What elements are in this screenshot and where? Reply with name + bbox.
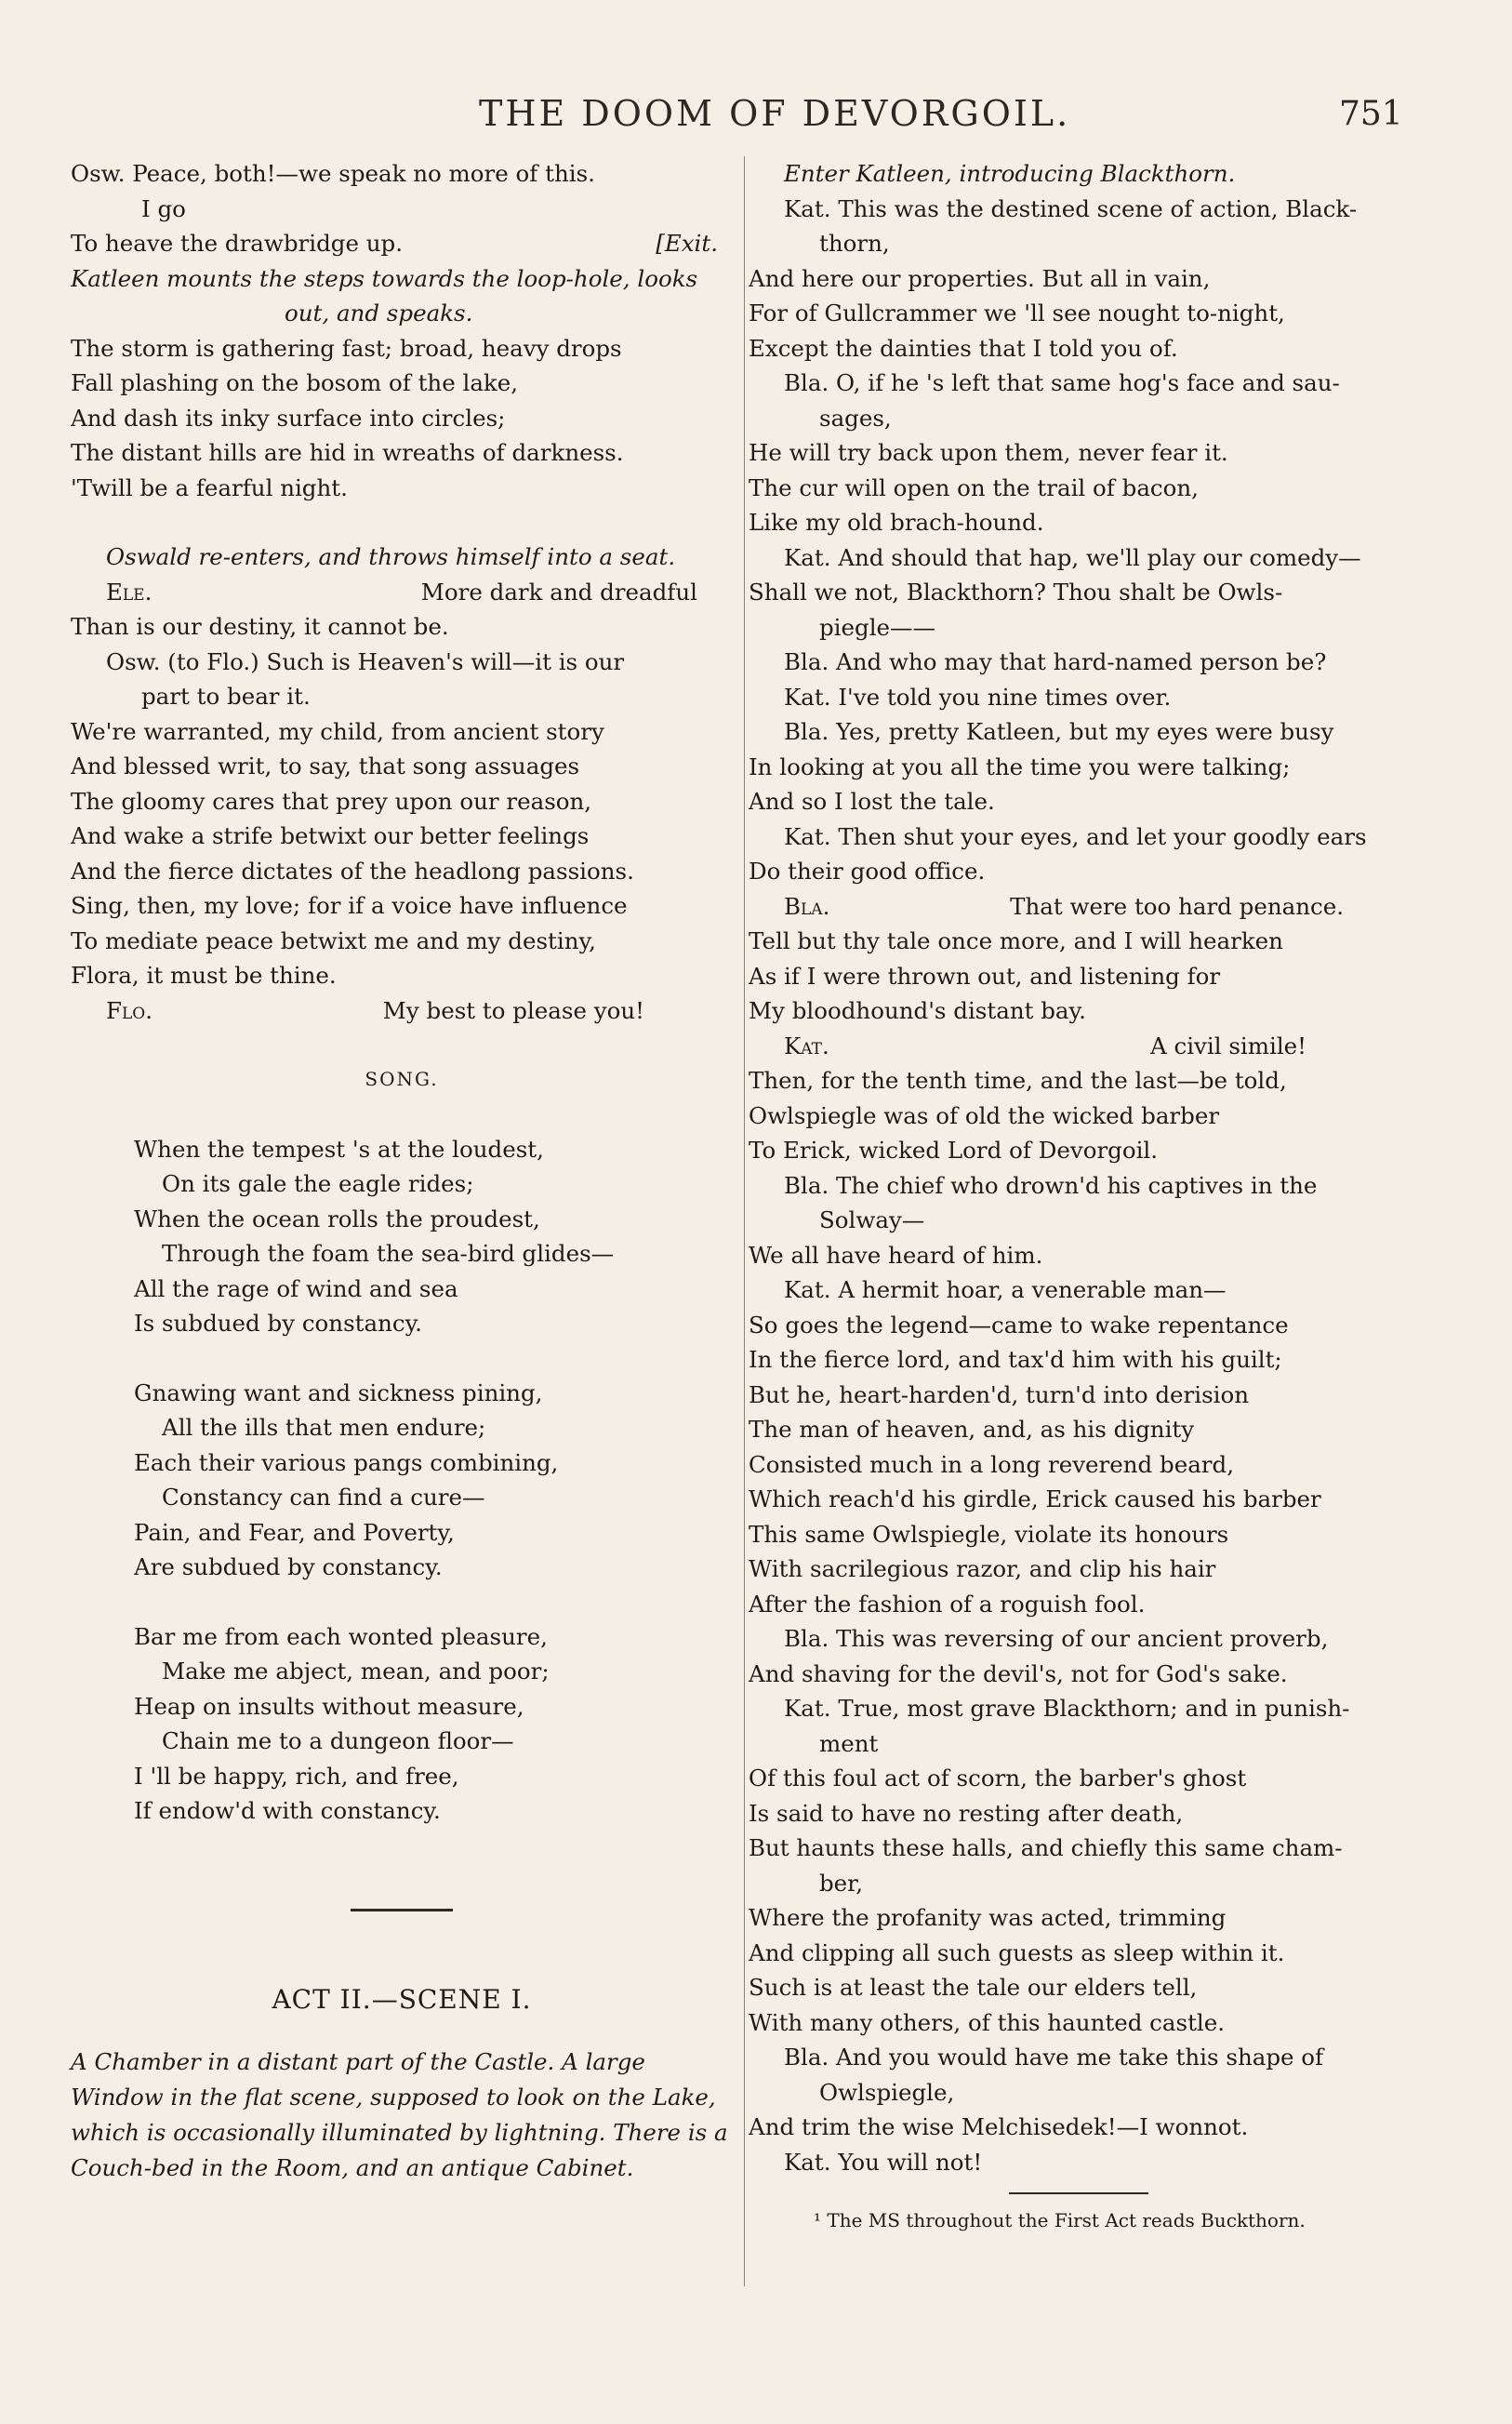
verse-line: The storm is gathering fast; broad, heavy drops — [71, 334, 622, 362]
speaker-name: Ele. — [106, 578, 153, 606]
song-line: On its gale the eagle rides; — [162, 1170, 474, 1197]
verse-line: Osw. (to Flo.) Such is Heaven's will—it is our — [106, 647, 625, 675]
song-line: I 'll be happy, rich, and free, — [134, 1762, 459, 1790]
scene-description: A Chamber in a distant part of the Castle. A large Window in the flat scene, supposed to look on the Lake, which is occasionally illuminated by lightning. There is a Couch-bed in the Room, and an antique Cabinet. — [71, 2048, 728, 2181]
page-number: 751 — [1339, 95, 1403, 133]
song-line: When the tempest 's at the loudest, — [134, 1135, 544, 1163]
verse-line: Bla. O, if he 's left that same hog's face and sau- — [784, 369, 1340, 396]
verse-line: sages, — [819, 404, 892, 432]
verse-line: And wake a strife betwixt our better feelings — [71, 822, 590, 849]
verse-line: Is said to have no resting after death, — [749, 1799, 1184, 1827]
verse-line: And here our properties. But all in vain, — [749, 264, 1211, 292]
verse-line: ber, — [819, 1869, 863, 1897]
verse-line: We all have heard of him. — [749, 1241, 1043, 1269]
stage-exit: [Exit. — [656, 230, 718, 257]
stage-direction: Enter Katleen, introducing Blackthorn. — [784, 160, 1236, 187]
verse-line: Osw. Peace, both!—we speak no more of this. — [71, 160, 595, 187]
song-line: Each their various pangs combining, — [134, 1448, 559, 1476]
song-line: Constancy can find a cure— — [162, 1484, 485, 1511]
verse-line: Which reach'd his girdle, Erick caused his barber — [749, 1485, 1321, 1512]
verse-line: And dash its inky surface into circles; — [71, 404, 506, 432]
verse-line: And clipping all such guests as sleep within it. — [749, 1938, 1285, 1966]
running-title: THE DOOM OF DEVORGOIL. — [479, 93, 1071, 134]
spacer — [71, 1098, 733, 1132]
verse-line: Kat. True, most grave Blackthorn; and in punish- — [784, 1695, 1350, 1722]
song-line: Chain me to a dungeon floor— — [162, 1727, 514, 1754]
verse-line: And the fierce dictates of the headlong passions. — [71, 857, 634, 885]
verse-line: Bla. Yes, pretty Katleen, but my eyes were busy — [784, 718, 1334, 745]
verse-line: The man of heaven, and, as his dignity — [749, 1416, 1195, 1443]
verse-line: My bloodhound's distant bay. — [749, 997, 1086, 1024]
verse-line: piegle—— — [819, 613, 936, 641]
song-line: Through the foam the sea-bird glides— — [162, 1240, 615, 1267]
spacer — [71, 1341, 733, 1376]
spacer — [71, 1028, 733, 1062]
column-divider — [744, 156, 745, 2286]
verse-line — [71, 575, 733, 610]
song-stanza — [71, 1619, 733, 1829]
stage-direction: Katleen mounts the steps towards the loop-hole, looks — [71, 264, 698, 292]
verse-line: Owlspiegle, — [819, 2078, 955, 2106]
song-line: Is subdued by constancy. — [134, 1310, 422, 1337]
verse-line: He will try back upon them, never fear it. — [749, 439, 1228, 466]
verse-line: So goes the legend—came to wake repentance — [749, 1311, 1289, 1339]
song-line: Heap on insults without measure, — [134, 1692, 524, 1720]
act-heading: ACT II.—SCENE I. — [272, 1983, 532, 2015]
verse-text: A civil simile! — [1150, 1032, 1306, 1059]
spacer — [71, 1585, 733, 1619]
verse-line: For of Gullcrammer we 'll see nought to-night, — [749, 300, 1285, 326]
verse-line: Kat. You will not! — [784, 2148, 983, 2176]
song-line: Make me abject, mean, and poor; — [162, 1658, 550, 1685]
verse-line: Like my old brach-hound. — [749, 509, 1044, 536]
verse-line: Owlspiegle was of old the wicked barber — [749, 1101, 1220, 1129]
verse-line: But haunts these halls, and chiefly this same cham- — [749, 1834, 1343, 1861]
verse-line: To Erick, wicked Lord of Devorgoil. — [749, 1137, 1159, 1164]
song-line: All the rage of wind and sea — [134, 1274, 458, 1302]
verse-line: Do their good office. — [749, 858, 986, 885]
song-line: Pain, and Fear, and Poverty, — [134, 1518, 455, 1546]
song-title: SONG. — [365, 1068, 439, 1090]
speaker-name: Flo. — [106, 996, 153, 1024]
verse-line: Kat. A hermit hoar, a venerable man— — [784, 1276, 1227, 1303]
verse-line: And so I lost the tale. — [749, 788, 995, 815]
verse-line: Bla. The chief who drown'd his captives in the — [784, 1171, 1318, 1199]
verse-line: Kat. I've told you nine times over. — [784, 683, 1172, 711]
spacer — [71, 1911, 733, 1982]
song-line: Gnawing want and sickness pining, — [134, 1378, 543, 1406]
verse-line: With sacrilegious razor, and clip his hair — [749, 1555, 1216, 1582]
verse-line: Solway— — [819, 1206, 925, 1233]
song-stanza — [71, 1132, 733, 1341]
verse-line: Bla. And you would have me take this shape of — [784, 2044, 1324, 2071]
verse-line: The distant hills are hid in wreaths of darkness. — [71, 439, 624, 466]
verse-line: But he, heart-harden'd, turn'd into derision — [749, 1380, 1250, 1408]
verse-line: This same Owlspiegle, violate its honours — [749, 1520, 1229, 1548]
verse-text: More dark and dreadful — [420, 578, 697, 606]
verse-line: Kat. And should that hap, we'll play our comedy— — [784, 543, 1361, 571]
verse-line: And trim the wise Melchisedek!—I wonnot. — [749, 2113, 1249, 2140]
footnote-rule — [1009, 2192, 1148, 2194]
verse-line: Shall we not, Blackthorn? Thou shalt be Owls- — [749, 579, 1283, 606]
song-line: When the ocean rolls the proudest, — [134, 1205, 540, 1232]
verse-line: In the fierce lord, and tax'd him with his guilt; — [749, 1346, 1282, 1373]
verse-line — [749, 889, 1427, 925]
right-column — [749, 156, 1427, 2239]
verse-line: I go — [141, 194, 186, 222]
verse-text: To heave the drawbridge up. — [71, 230, 404, 257]
spacer — [71, 2017, 733, 2044]
verse-line: We're warranted, my child, from ancient story — [71, 717, 604, 745]
verse-line: The cur will open on the trail of bacon, — [749, 473, 1199, 501]
verse-line: As if I were thrown out, and listening for — [749, 962, 1221, 990]
verse-line — [71, 993, 733, 1029]
verse-line: Then, for the tenth time, and the last—be told, — [749, 1067, 1287, 1094]
verse-line: Sing, then, my love; for if a voice have influence — [71, 892, 628, 919]
verse-line: 'Twill be a fearful night. — [71, 473, 348, 501]
verse-line: part to bear it. — [141, 683, 311, 710]
speaker-name: Bla. — [784, 892, 830, 920]
song-line: Bar me from each wonted pleasure, — [134, 1622, 548, 1650]
verse-line: Of this foul act of scorn, the barber's ghost — [749, 1765, 1247, 1791]
page-header — [0, 93, 1512, 149]
verse-line — [71, 226, 733, 261]
verse-text: My best to please you! — [382, 996, 644, 1024]
song-line: Are subdued by constancy. — [134, 1553, 443, 1580]
verse-line: And shaving for the devil's, not for God's sake. — [749, 1659, 1288, 1687]
verse-line: Fall plashing on the bosom of the lake, — [71, 369, 519, 396]
left-column — [71, 156, 733, 2186]
speaker-name: Kat. — [784, 1032, 829, 1059]
song-stanza — [71, 1376, 733, 1585]
verse-line: Flora, it must be thine. — [71, 962, 337, 989]
verse-line: Except the dainties that I told you of. — [749, 334, 1178, 362]
spacer — [71, 1829, 733, 1909]
footnote: ¹ The MS throughout the First Act reads Buckthorn. — [814, 2209, 1306, 2231]
verse-line: After the fashion of a roguish fool. — [749, 1590, 1146, 1618]
spacer — [71, 505, 733, 539]
verse-line: With many others, of this haunted castle. — [749, 2008, 1226, 2036]
verse-line: And blessed writ, to say, that song assuages — [71, 753, 580, 779]
verse-line: Bla. And who may that hard-named person be? — [784, 648, 1327, 675]
verse-line: To mediate peace betwixt me and my destiny, — [71, 926, 596, 954]
verse-line: Than is our destiny, it cannot be. — [71, 613, 449, 640]
verse-line: Tell but thy tale once more, and I will hearken — [749, 927, 1283, 954]
verse-line: thorn, — [819, 230, 890, 257]
verse-line: In looking at you all the time you were talking; — [749, 753, 1291, 780]
song-line: All the ills that men endure; — [162, 1414, 486, 1441]
verse-text: That were too hard penance. — [1010, 892, 1344, 920]
verse-line: Kat. Then shut your eyes, and let your goodly ears — [784, 822, 1367, 850]
verse-line: Where the profanity was acted, trimming — [749, 1904, 1227, 1931]
verse-line: Kat. This was the destined scene of action, Black- — [784, 194, 1358, 222]
verse-line: ment — [819, 1729, 879, 1757]
verse-line: Bla. This was reversing of our ancient proverb, — [784, 1625, 1329, 1652]
verse-line: The gloomy cares that prey upon our reason, — [71, 787, 592, 815]
stage-direction: Oswald re-enters, and throws himself into a seat. — [106, 543, 676, 570]
stage-direction: out, and speaks. — [285, 300, 473, 326]
verse-line — [749, 1029, 1427, 1064]
verse-line: Consisted much in a long reverend beard, — [749, 1450, 1234, 1478]
verse-line: Such is at least the tale our elders tell, — [749, 1974, 1198, 2001]
song-line: If endow'd with constancy. — [134, 1797, 441, 1824]
